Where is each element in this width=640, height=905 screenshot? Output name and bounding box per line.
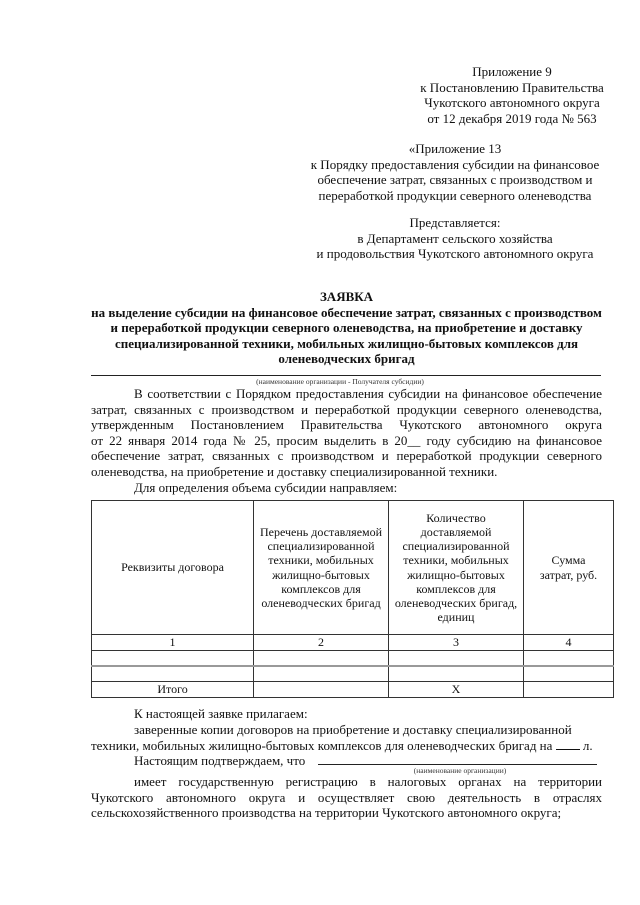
appendix-13-line: обеспечение затрат, связанных с производством и: [317, 172, 593, 188]
confirmation-text-line: сельскохозяйственного производства на территории Чукотского автономного округа;: [91, 805, 562, 821]
attachments-item-line2: [91, 737, 602, 753]
header-equipment-list: Перечень доставляемой специализированной техники, мобильных жилищно-бытовых комплексов для оленеводческих бригад: [254, 501, 389, 635]
attachments-section: [91, 706, 602, 768]
title-line: специализированной техники, мобильных жилищно-бытовых комплексов для: [114, 335, 579, 351]
confirmation-line: [91, 753, 602, 769]
attachments-item-line: заверенные копии договоров на приобретение и доставку специализированной: [134, 721, 572, 737]
organization-name-field[interactable]: [91, 375, 601, 376]
table-row: [92, 666, 614, 682]
intro-line: затрат, связанных с производством и переработкой продукции северного оленеводства,: [91, 401, 602, 417]
appendix-9-line: к Постановлению Правительства: [420, 79, 604, 95]
appendix-13-header: [306, 141, 604, 203]
attachments-heading: К настоящей заявке прилагаем:: [134, 706, 308, 721]
document-title: [91, 289, 602, 367]
column-number-row: [92, 635, 614, 651]
table-cell[interactable]: [389, 666, 524, 682]
attachments-item-text: техники, мобильных жилищно-бытовых комплексов для оленеводческих бригад на: [91, 738, 553, 754]
confirmation-text-line: Чукотского автономного округа и осуществляет свою деятельность в отраслях: [91, 789, 602, 805]
appendix-13-line: переработкой продукции северного оленеводства: [318, 187, 592, 203]
column-number: 3: [389, 635, 524, 651]
appendix-9-line: Чукотского автономного округа: [424, 95, 600, 111]
table-cell[interactable]: [92, 666, 254, 682]
title-line: оленеводческих бригад: [278, 351, 415, 367]
column-number: 1: [92, 635, 254, 651]
table-cell[interactable]: [254, 666, 389, 682]
total-quantity-cell: X: [389, 682, 524, 698]
sheet-count-field[interactable]: [556, 737, 580, 750]
appendix-9-header: [420, 64, 604, 126]
table-cell[interactable]: [524, 651, 614, 667]
organization-name-caption: (наименование организации - Получателя субсидии): [256, 377, 424, 386]
intro-line: В соответствии с Порядком предоставления субсидии на финансовое обеспечение: [134, 386, 602, 401]
appendix-13-line: «Приложение 13: [408, 141, 502, 156]
confirmation-organization-caption: (наименование организации): [413, 766, 507, 775]
submitted-to-line: Представляется:: [409, 215, 501, 230]
intro-line: оленеводства, на приобретение и доставку специализированной техники.: [91, 463, 498, 479]
subsidy-table: [91, 500, 614, 698]
title-line: на выделение субсидии на финансовое обеспечение затрат, связанных с производством: [91, 304, 602, 320]
appendix-13-line: к Порядку предоставления субсидии на финансовое: [310, 156, 600, 172]
appendix-9-line: Приложение 9: [472, 64, 552, 79]
header-total-cost: Сумма затрат, руб.: [524, 501, 614, 635]
confirmation-prefix: Настоящим подтверждаем, что: [134, 752, 306, 768]
title-main: ЗАЯВКА: [319, 289, 374, 304]
table-cell[interactable]: [389, 651, 524, 667]
submitted-to-block: [306, 215, 604, 262]
table-cell[interactable]: [524, 666, 614, 682]
total-row: [92, 682, 614, 698]
intro-paragraph: [91, 386, 602, 495]
total-cell[interactable]: [254, 682, 389, 698]
appendix-9-line: от 12 декабря 2019 года № 563: [427, 110, 597, 126]
confirmation-organization-field[interactable]: [318, 764, 597, 765]
table-header-row: [92, 501, 614, 635]
total-label: Итого: [92, 682, 254, 698]
header-equipment-quantity: Количество доставляемой специализированной техники, мобильных жилищно-бытовых комплексов для оленеводческих бригад, единиц: [389, 501, 524, 635]
title-line: и переработкой продукции северного оленеводства, на приобретение и доставку: [110, 320, 583, 336]
column-number: 4: [524, 635, 614, 651]
sheets-unit: л.: [582, 738, 593, 754]
submitted-to-line: в Департамент сельского хозяйства: [357, 230, 553, 246]
intro-line: утвержденным Постановлением Правительства Чукотского автономного округа: [91, 417, 602, 433]
submitted-to-line: и продовольствия Чукотского автономного округа: [316, 246, 594, 262]
table-cell[interactable]: [92, 651, 254, 667]
intro-line: от 22 января 2014 года № 25, просим выделить в 20__ году субсидию на финансовое: [91, 432, 602, 448]
table-cell[interactable]: [254, 651, 389, 667]
intro-line: обеспечение затрат, связанных с производством и переработкой продукции северного: [91, 448, 602, 464]
confirmation-paragraph: [91, 774, 602, 821]
confirmation-text-line: имеет государственную регистрацию в налоговых органах на территории: [134, 774, 602, 789]
direction-line: Для определения объема субсидии направляем:: [134, 479, 398, 495]
header-contract-details: Реквизиты договора: [92, 501, 254, 635]
column-number: 2: [254, 635, 389, 651]
table-row: [92, 651, 614, 667]
total-sum-cell[interactable]: [524, 682, 614, 698]
